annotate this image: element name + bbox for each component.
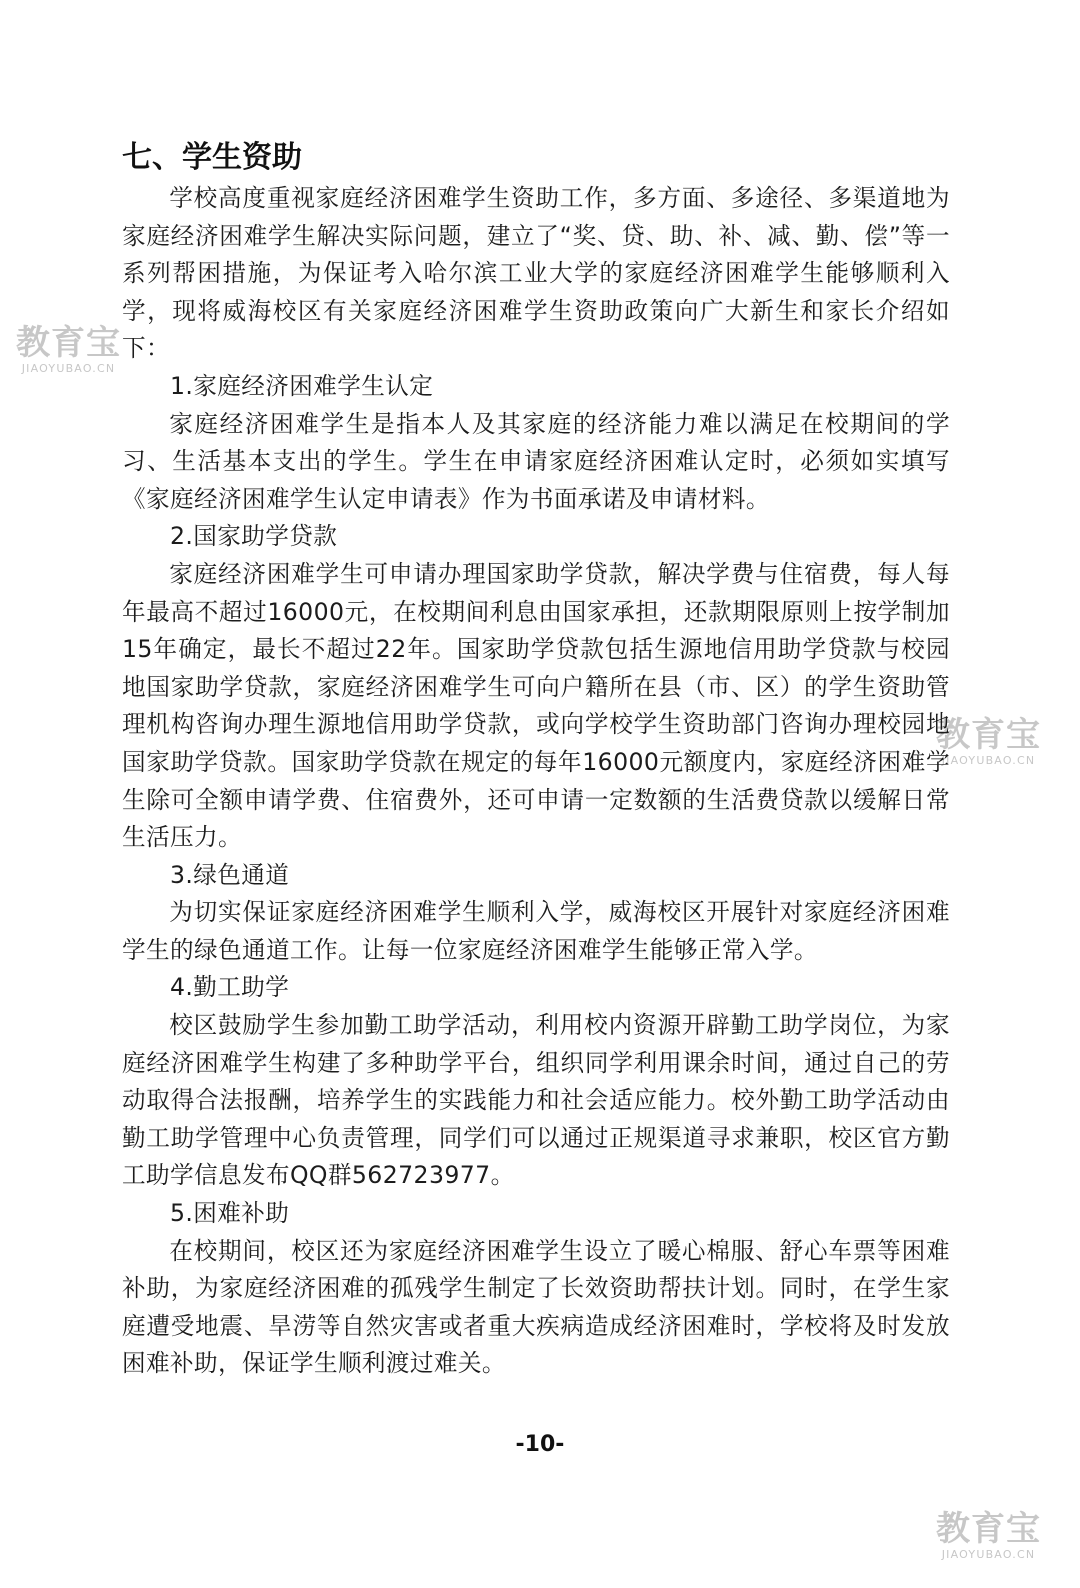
subsection-paragraph: 为切实保证家庭经济困难学生顺利入学，威海校区开展针对家庭经济困难学生的绿色通道工作。让每一位家庭经济困难学生能够正常入学。 bbox=[122, 898, 950, 964]
watermark-name: 教育宝 bbox=[936, 1509, 1041, 1549]
subsection-title: 4.勤工助学 bbox=[170, 973, 290, 1002]
subsection-title: 2.国家助学贷款 bbox=[170, 522, 338, 551]
watermark-name: 教育宝 bbox=[936, 715, 1041, 755]
watermark-url: JIAOYUBAO.CN bbox=[941, 754, 1036, 767]
subsection-paragraph: 家庭经济困难学生可申请办理国家助学贷款，解决学费与住宿费，每人每年最高不超过16000元，在校期间利息由国家承担，还款期限原则上按学制加15年确定，最长不超过22年。国家助学贷款包括生源地信用助学贷款与校园地国家助学贷款，家庭经济困难学生可向户籍所在县（市、区）的学生资助管理机构咨询办理生源地信用助学贷款，或向学校学生资助部门咨询办理校园地国家助学贷款。国家助学贷款在规定的每年16000元额度内，家庭经济困难学生除可全额申请学费、住宿费外，还可申请一定数额的生活费贷款以缓解日常生活压力。 bbox=[122, 559, 950, 852]
document-body bbox=[122, 138, 950, 1383]
watermark-logo bbox=[936, 715, 1041, 767]
watermark-url: JIAOYUBAO.CN bbox=[21, 362, 116, 375]
subsection-title: 3.绿色通道 bbox=[170, 860, 290, 889]
watermark-url: JIAOYUBAO.CN bbox=[941, 1548, 1036, 1561]
subsection-title: 1.家庭经济困难学生认定 bbox=[170, 371, 434, 400]
subsection-paragraph: 家庭经济困难学生是指本人及其家庭的经济能力难以满足在校期间的学习、生活基本支出的学生。学生在申请家庭经济困难认定时，必须如实填写《家庭经济困难学生认定申请表》作为书面承诺及申请材料。 bbox=[122, 409, 950, 513]
section-title: 七、学生资助 bbox=[122, 140, 302, 175]
subsection-paragraph: 校区鼓励学生参加勤工助学活动，利用校内资源开辟勤工助学岗位，为家庭经济困难学生构建了多种助学平台，组织同学利用课余时间，通过自己的劳动取得合法报酬，培养学生的实践能力和社会适应能力。校外勤工助学活动由勤工助学管理中心负责管理，同学们可以通过正规渠道寻求兼职，校区官方勤工助学信息发布QQ群562723977。 bbox=[122, 1011, 950, 1190]
watermark-name: 教育宝 bbox=[16, 323, 121, 363]
subsection-paragraph: 在校期间，校区还为家庭经济困难学生设立了暖心棉服、舒心车票等困难补助，为家庭经济困难的孤残学生制定了长效资助帮扶计划。同时，在学生家庭遭受地震、旱涝等自然灾害或者重大疾病造成经济困难时，学校将及时发放困难补助，保证学生顺利渡过难关。 bbox=[122, 1236, 950, 1378]
watermark-logo bbox=[936, 1509, 1041, 1561]
watermark-logo bbox=[16, 323, 121, 375]
subsection-title: 5.困难补助 bbox=[170, 1199, 290, 1228]
page-number: -10- bbox=[515, 1432, 565, 1457]
intro-paragraph: 学校高度重视家庭经济困难学生资助工作，多方面、多途径、多渠道地为家庭经济困难学生解决实际问题，建立了“奖、贷、助、补、减、勤、偿”等一系列帮困措施，为保证考入哈尔滨工业大学的家庭经济困难学生能够顺利入学，现将威海校区有关家庭经济困难学生资助政策向广大新生和家长介绍如下： bbox=[122, 184, 950, 363]
